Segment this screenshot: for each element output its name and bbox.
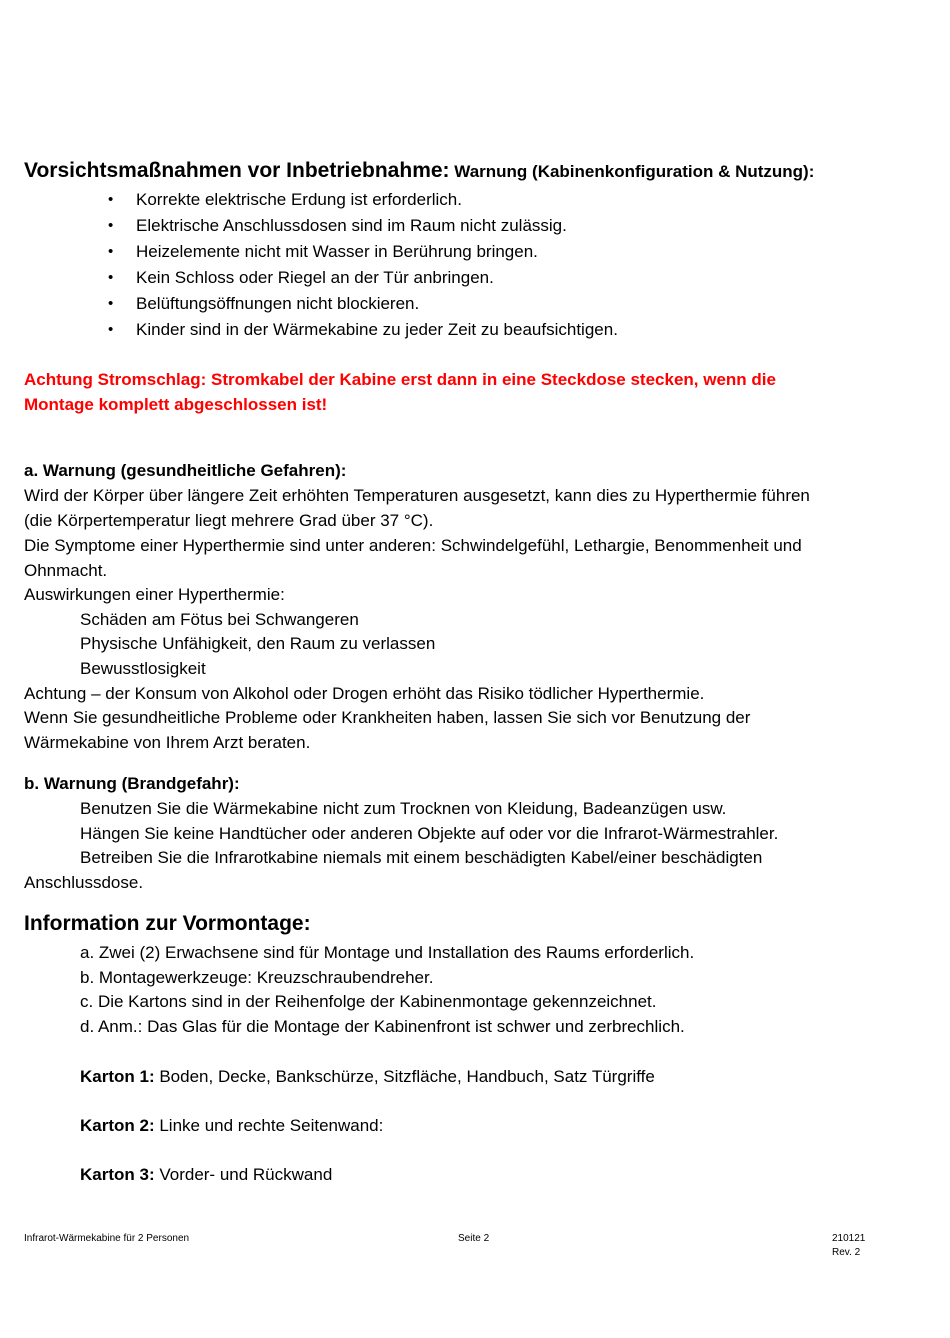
precautions-heading	[24, 160, 814, 183]
carton-label: Karton 2:	[80, 1116, 155, 1135]
effect-item: Bewusstlosigkeit	[80, 659, 206, 678]
bullet-icon: •	[108, 243, 114, 260]
bullet-icon: •	[108, 321, 114, 338]
carton-line	[80, 1066, 655, 1088]
carton-label: Karton 3:	[80, 1165, 155, 1184]
footer-page-number: Seite 2	[458, 1233, 490, 1244]
carton-content: Vorder- und Rückwand	[154, 1165, 333, 1184]
carton-content: Boden, Decke, Bankschürze, Sitzfläche, Handbuch, Satz Türgriffe	[154, 1067, 655, 1086]
premount-item: a. Zwei (2) Erwachsene sind für Montage und Installation des Raums erforderlich.	[80, 943, 695, 962]
carton-label: Karton 1:	[80, 1067, 155, 1086]
health-paragraph-line: Die Symptome einer Hyperthermie sind unter anderen: Schwindelgefühl, Lethargie, Benommenheit und	[24, 536, 802, 555]
alcohol-warning: Achtung – der Konsum von Alkohol oder Drogen erhöht das Risiko tödlicher Hyperthermie.	[24, 684, 705, 703]
carton-line	[80, 1115, 383, 1137]
effects-intro: Auswirkungen einer Hyperthermie:	[24, 585, 285, 604]
precautions-heading-main: Vorsichtsmaßnahmen vor Inbetriebnahme:	[24, 159, 450, 182]
footer-product: Infrarot-Wärmekabine für 2 Personen	[24, 1233, 190, 1244]
bullet-icon: •	[108, 295, 114, 312]
premount-item: b. Montagewerkzeuge: Kreuzschraubendreher.	[80, 968, 434, 987]
doctor-advice-line: Wärmekabine von Ihrem Arzt beraten.	[24, 733, 311, 752]
health-paragraph-line: Ohnmacht.	[24, 561, 108, 580]
footer-revision: Rev. 2	[832, 1247, 861, 1258]
fire-warning-item: Benutzen Sie die Wärmekabine nicht zum Trocknen von Kleidung, Badeanzügen usw.	[80, 799, 727, 818]
electric-shock-warning-line2: Montage komplett abgeschlossen ist!	[24, 395, 328, 414]
fire-warning-item: Hängen Sie keine Handtücher oder anderen Objekte auf oder vor die Infrarot-Wärmestrahler.	[80, 824, 779, 843]
footer-date: 210121	[832, 1233, 866, 1244]
carton-line	[80, 1164, 332, 1186]
fire-warning-title: b. Warnung (Brandgefahr):	[24, 774, 240, 793]
health-paragraph-line: Wird der Körper über längere Zeit erhöhten Temperaturen ausgesetzt, kann dies zu Hyperthermie führen	[24, 486, 810, 505]
premount-item: d. Anm.: Das Glas für die Montage der Kabinenfront ist schwer und zerbrechlich.	[80, 1017, 685, 1036]
carton-content: Linke und rechte Seitenwand:	[154, 1116, 384, 1135]
precautions-heading-sub: Warnung (Kabinenkonfiguration & Nutzung):	[454, 162, 815, 181]
effect-item: Schäden am Fötus bei Schwangeren	[80, 610, 359, 629]
health-warning-title: a. Warnung (gesundheitliche Gefahren):	[24, 461, 347, 480]
fire-warning-item: Betreiben Sie die Infrarotkabine niemals mit einem beschädigten Kabel/einer beschädigten	[80, 848, 763, 867]
health-paragraph-line: (die Körpertemperatur liegt mehrere Grad über 37 °C).	[24, 511, 434, 530]
premount-heading: Information zur Vormontage:	[24, 912, 311, 935]
fire-warning-continuation: Anschlussdose.	[24, 873, 144, 892]
bullet-icon: •	[108, 191, 114, 208]
bullet-icon: •	[108, 217, 114, 234]
bullet-icon: •	[108, 269, 114, 286]
electric-shock-warning-line1: Achtung Stromschlag: Stromkabel der Kabine erst dann in eine Steckdose stecken, wenn die	[24, 370, 776, 389]
document-page: Vorsichtsmaßnahmen vor Inbetriebnahme: Warnung (Kabinenkonfiguration & Nutzung): • Korrekte elektrische Erdung ist erforderlich. • Elektrische Anschlussdosen sind im Raum nicht zulässig. • Heizelemente nicht mit Wasser in Berührung bringen. • Kein Schloss oder Riegel an der Tür anbringen. • Belüftungsöffnungen nicht blockieren. • Kinder sind in der Wärmekabine zu jeder Zeit zu beaufsichtigen. Achtung Stromschlag: Stromkabel der Kabine erst dann in eine Steckdose stecken, wenn die Montage komplett abgeschlossen ist! a. Warnung (gesundheitliche Gefahren): Wird der Körper über längere Zeit erhöhten Temperaturen ausgesetzt, kann dies zu Hyperthermie führen (die Körpertemperatur liegt mehrere Grad über 37 °C). Die Symptome einer Hyperthermie sind unter anderen: Schwindelgefühl, Lethargie, Benommenheit und Ohnmacht. Auswirkungen einer Hyperthermie: Schäden am Fötus bei Schwangeren Physische Unfähigkeit, den Raum zu verlassen Bewusstlosigkeit Achtung – der Konsum von Alkohol oder Drogen erhöht das Risiko tödlicher Hyperthermie. Wenn Sie gesundheitliche Probleme oder Krankheiten haben, lassen Sie sich vor Benutzung der Wärmekabine von Ihrem Arzt beraten. b. Warnung (Brandgefahr): Benutzen Sie die Wärmekabine nicht zum Trocknen von Kleidung, Badeanzügen usw. Hängen Sie keine Handtücher oder anderen Objekte auf oder vor die Infrarot-Wärmestrahler. Betreiben Sie die Infrarotkabine niemals mit einem beschädigten Kabel/einer beschädigten Anschlussdose. Information zur Vormontage: a. Zwei (2) Erwachsene sind für Montage und Installation des Raums erforderlich. b. Montagewerkzeuge: Kreuzschraubendreher. c. Die Kartons sind in der Reihenfolge der Kabinenmontage gekennzeichnet. d. Anm.: Das Glas für die Montage der Kabinenfront ist schwer und zerbrechlich. Karton 1: Boden, Decke, Bankschürze, Sitzfläche, Handbuch, Satz Türgriffe Karton 2: Linke und rechte Seitenwand: Karton 3: Vorder- und Rückwand Infrarot-Wärmekabine für 2 Personen Seite 2 210121 Rev. 2	[24, 159, 866, 1258]
premount-item: c. Die Kartons sind in der Reihenfolge der Kabinenmontage gekennzeichnet.	[80, 992, 657, 1011]
doctor-advice-line: Wenn Sie gesundheitliche Probleme oder Krankheiten haben, lassen Sie sich vor Benutzung der	[24, 708, 751, 727]
effect-item: Physische Unfähigkeit, den Raum zu verlassen	[80, 634, 436, 653]
